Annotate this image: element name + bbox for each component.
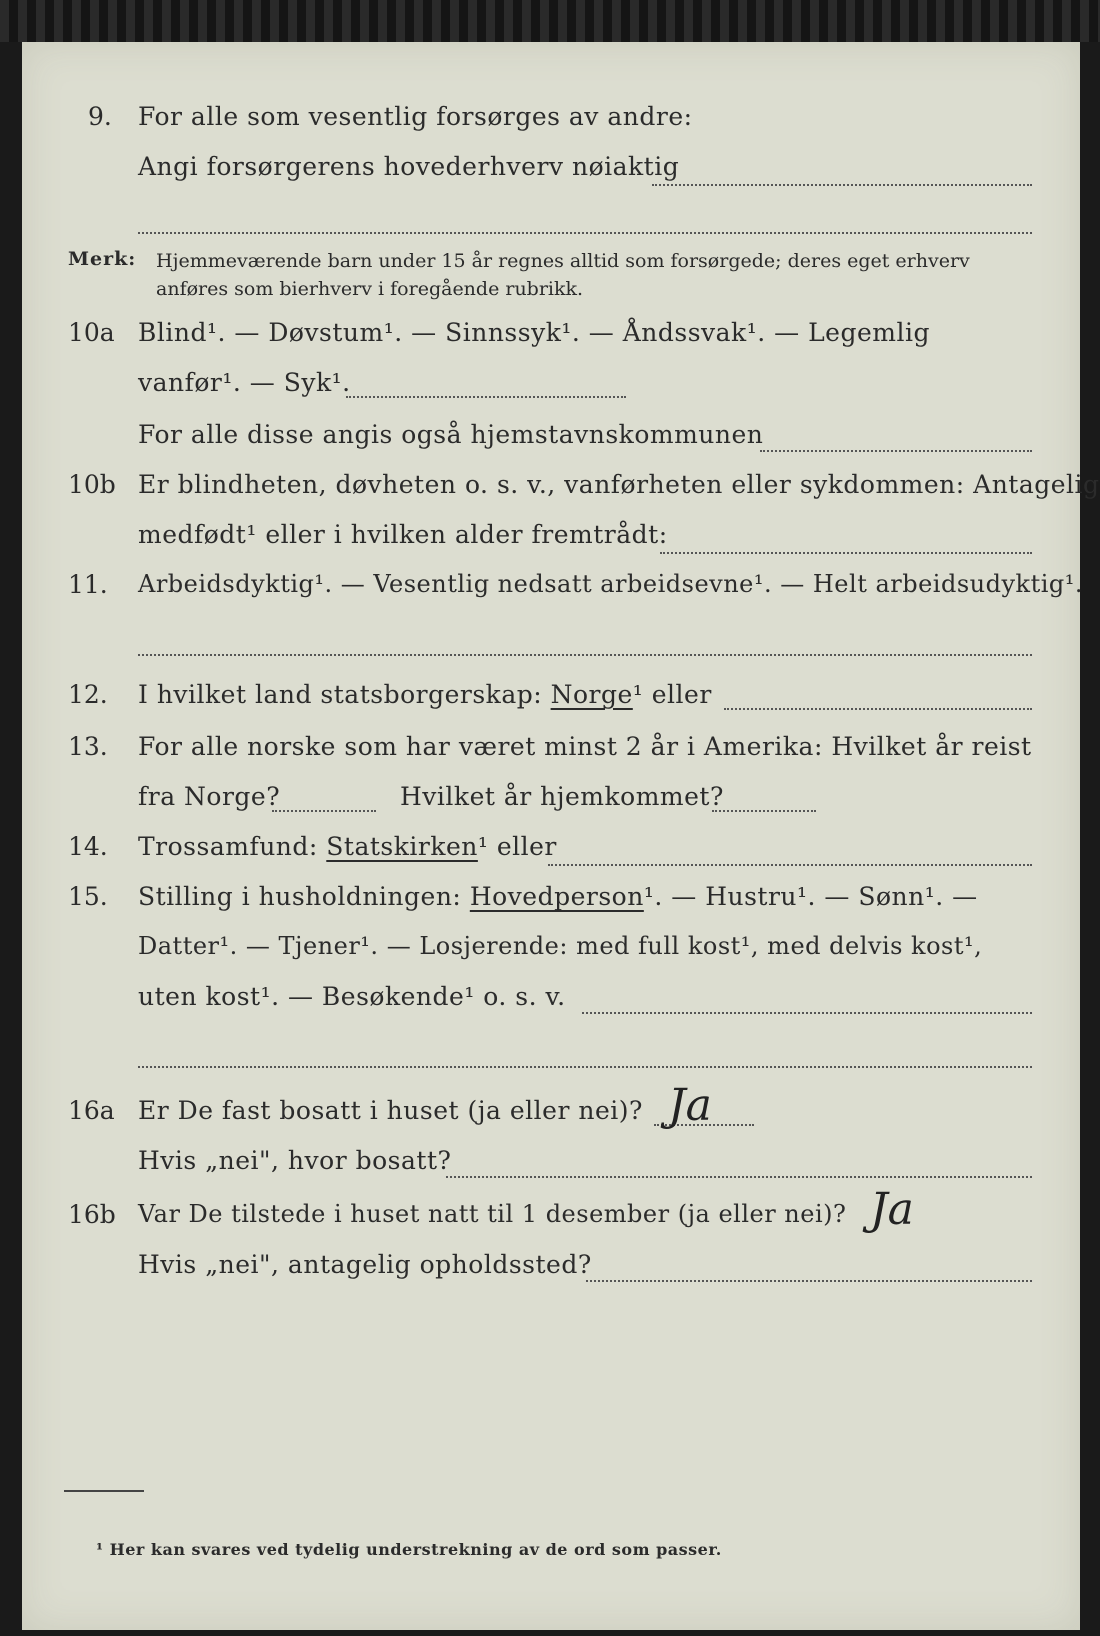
- q10b-line1: Er blindheten, døvheten o. s. v., vanførheten eller sykdommen: Antagelig: [138, 470, 1100, 499]
- q10b-answer-line: [660, 552, 1032, 554]
- q9-line1: For alle som vesentlig forsørges av andre:: [138, 102, 693, 131]
- q10a-answer-line2: [760, 450, 1032, 452]
- q15-text-post: ¹. — Hustru¹. — Sønn¹. —: [643, 882, 978, 911]
- q14-text: Trossamfund:: [138, 832, 327, 861]
- q10a-number: 10a: [68, 318, 115, 347]
- q16b-line2: Hvis „nei", antagelig opholdssted?: [138, 1250, 592, 1279]
- q11-answer-line: [138, 654, 1032, 656]
- q14-underlined-answer: Statskirken: [326, 832, 478, 861]
- q14-line1: [138, 832, 557, 861]
- q15-line3: uten kost¹. — Besøkende¹ o. s. v.: [138, 982, 566, 1011]
- q13-line1: For alle norske som har været minst 2 år i Amerika: Hvilket år reist: [138, 732, 1032, 761]
- q10a-line1: Blind¹. — Døvstum¹. — Sinnssyk¹. — Åndssvak¹. — Legemlig: [138, 318, 930, 347]
- scan-edge: [0, 0, 1100, 42]
- q13-line2b: Hvilket år hjemkommet?: [400, 782, 724, 811]
- q16a-line1: Er De fast bosatt i huset (ja eller nei)?: [138, 1096, 643, 1125]
- q11-number: 11.: [68, 570, 108, 599]
- q16a-line2: Hvis „nei", hvor bosatt?: [138, 1146, 452, 1175]
- footnote: ¹ Her kan svares ved tydelig understrekning av de ord som passer.: [96, 1540, 722, 1559]
- merk-line1: Hjemmeværende barn under 15 år regnes alltid som forsørgede; deres eget erhverv: [156, 250, 970, 272]
- q9-answer-line2: [138, 232, 1032, 234]
- q16b-number: 16b: [68, 1200, 116, 1229]
- merk-line2: anføres som bierhverv i foregående rubrikk.: [156, 278, 584, 300]
- q10b-number: 10b: [68, 470, 116, 499]
- q16b-handwritten-answer: Ja: [870, 1184, 914, 1235]
- q10a-line2: vanfør¹. — Syk¹.: [138, 368, 351, 397]
- q15-text: Stilling i husholdningen:: [138, 882, 470, 911]
- q14-text-post: ¹ eller: [477, 832, 557, 861]
- q16b-answer-line: [586, 1280, 1032, 1282]
- q9-line2: Angi forsørgerens hovederhverv nøiaktig: [138, 152, 680, 181]
- q15-line1: [138, 882, 978, 911]
- q10a-answer-line: [346, 396, 626, 398]
- q13-answer-line1: [272, 810, 376, 812]
- q15-line2: Datter¹. — Tjener¹. — Losjerende: med full kost¹, med delvis kost¹,: [138, 932, 983, 960]
- q13-answer-line2: [712, 810, 816, 812]
- q12-answer-line: [724, 708, 1032, 710]
- q12-text: I hvilket land statsborgerskap:: [138, 680, 551, 709]
- q15-answer-line2: [138, 1066, 1032, 1068]
- q13-line2a: fra Norge?: [138, 782, 281, 811]
- q13-number: 13.: [68, 732, 108, 761]
- merk-label: Merk:: [68, 248, 137, 270]
- q15-number: 15.: [68, 882, 108, 911]
- q10a-line3: For alle disse angis også hjemstavnskommunen: [138, 420, 764, 449]
- q12-line1: [138, 680, 712, 709]
- q12-underlined-answer: Norge: [550, 680, 633, 709]
- q12-text-post: ¹ eller: [632, 680, 712, 709]
- q16b-line1: Var De tilstede i huset natt til 1 desember (ja eller nei)?: [138, 1200, 847, 1228]
- q14-answer-line: [548, 864, 1032, 866]
- q10b-line2: medfødt¹ eller i hvilken alder fremtrådt:: [138, 520, 668, 549]
- q11-line1: Arbeidsdyktig¹. — Vesentlig nedsatt arbeidsevne¹. — Helt arbeidsudyktig¹.: [138, 570, 1084, 598]
- q15-answer-line: [582, 1012, 1032, 1014]
- footnote-rule: [64, 1490, 144, 1492]
- q16a-number: 16a: [68, 1096, 115, 1125]
- q14-number: 14.: [68, 832, 108, 861]
- q15-underlined-answer: Hovedperson: [469, 882, 644, 911]
- q9-answer-line: [652, 184, 1032, 186]
- q12-number: 12.: [68, 680, 108, 709]
- q16a-handwritten-answer: Ja: [668, 1080, 712, 1131]
- q16a-answer-line2: [446, 1176, 1032, 1178]
- q9-number: 9.: [88, 102, 112, 131]
